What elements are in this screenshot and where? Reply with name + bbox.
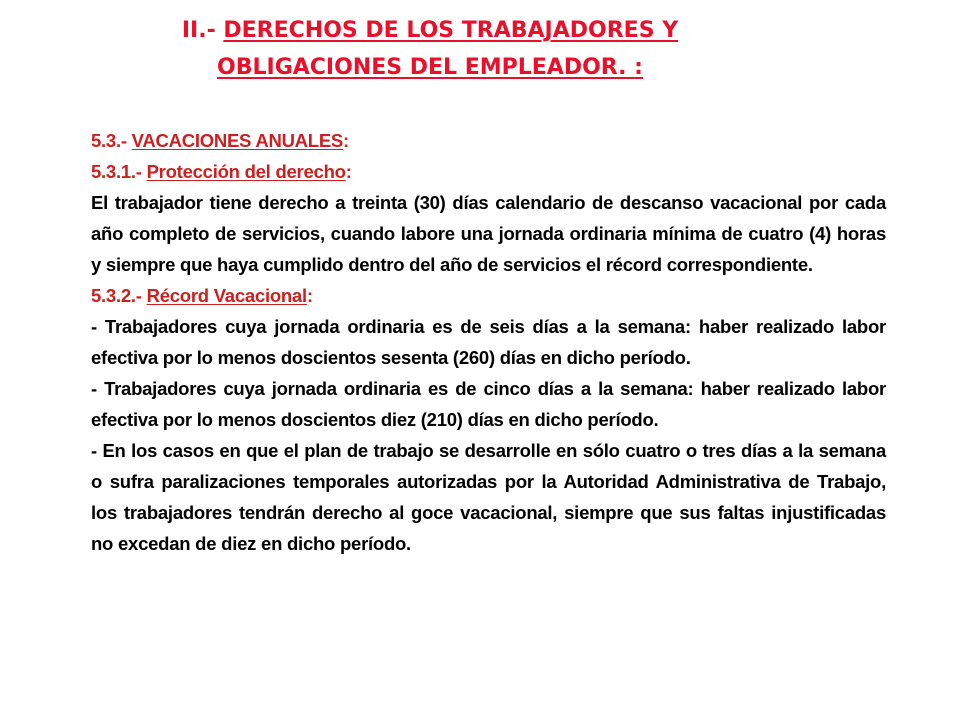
title-line-2: OBLIGACIONES DEL EMPLEADOR. — [217, 55, 635, 80]
section-label: VACACIONES ANUALES — [131, 130, 344, 151]
list-item: - Trabajadores cuya jornada ordinaria es de seis días a la semana: haber realizado labor efectiva por lo menos doscientos sesenta (260) días en dicho período. — [91, 316, 886, 368]
subsection-1-heading — [91, 156, 886, 187]
subsection-2-number: 5.3.2.- — [91, 285, 147, 306]
subsection-2-heading — [91, 280, 886, 311]
section-colon: : — [343, 130, 349, 151]
slide-content — [91, 125, 886, 559]
section-heading — [91, 125, 886, 156]
title-prefix: II.- — [181, 18, 224, 43]
subsection-1-colon: : — [345, 161, 352, 182]
slide-title — [100, 12, 760, 86]
list-item: - Trabajadores cuya jornada ordinaria es de cinco días a la semana: haber realizado labor efectiva por lo menos doscientos diez (210) días en dicho período. — [91, 378, 886, 430]
subsection-1-label: Protección del derecho — [146, 161, 346, 182]
subsection-2-label: Récord Vacacional — [146, 285, 307, 306]
list-item: - En los casos en que el plan de trabajo se desarrolle en sólo cuatro o tres días a la semana o sufra paralizaciones temporales autorizadas por la Autoridad Administrativa de Trabajo, los trabajadores tendrán derecho al goce vacacional, siempre que sus faltas injustificadas no excedan de diez en dicho período. — [91, 440, 886, 554]
title-line-1: DERECHOS DE LOS TRABAJADORES Y — [223, 18, 679, 43]
subsection-2-colon: : — [306, 285, 313, 306]
title-suffix: : — [634, 55, 643, 80]
subsection-1-paragraph: El trabajador tiene derecho a treinta (30) días calendario de descanso vacacional por cada año completo de servicios, cuando labore una jornada ordinaria mínima de cuatro (4) horas y siempre que haya cumplido dentro del año de servicios el récord correspondiente. — [91, 192, 886, 275]
subsection-1-number: 5.3.1.- — [91, 161, 147, 182]
section-number: 5.3.- — [91, 130, 132, 151]
